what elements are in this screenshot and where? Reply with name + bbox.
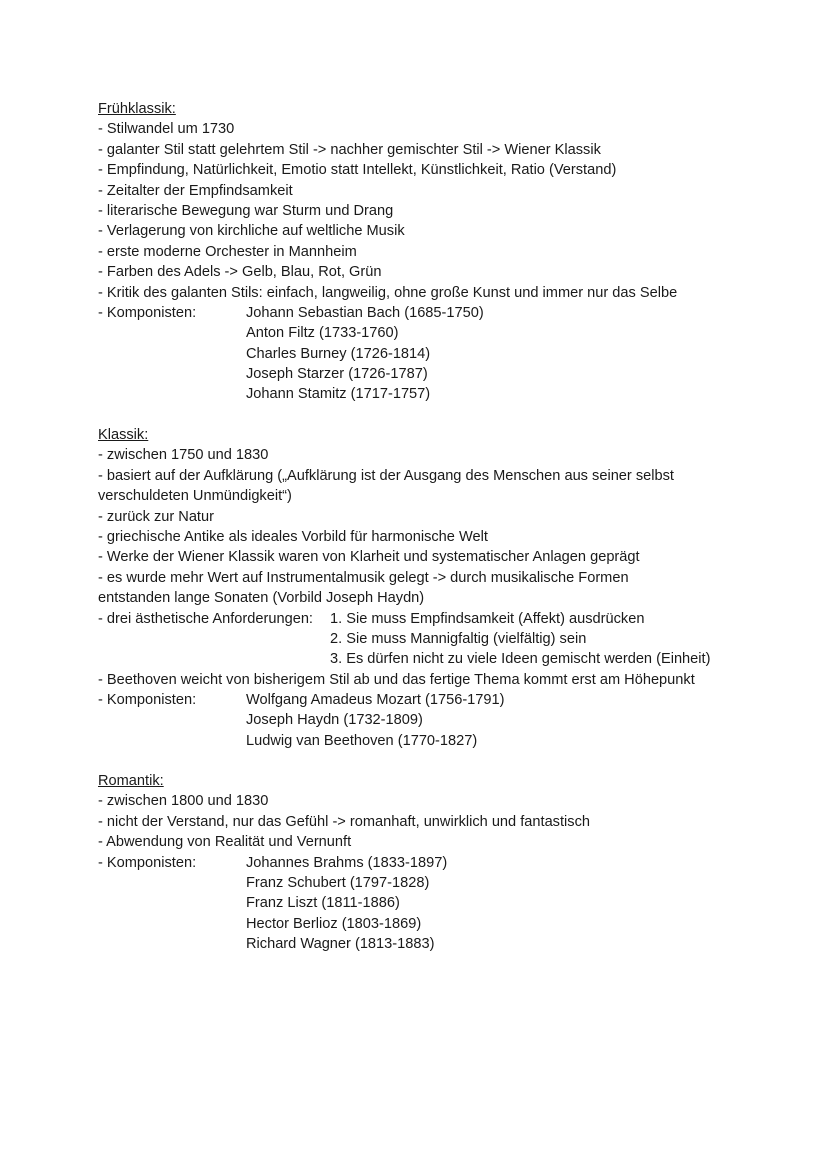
bullet-line: - zwischen 1800 und 1830 [98, 793, 269, 810]
bullet-line: entstanden lange Sonaten (Vorbild Joseph Haydn) [98, 590, 425, 607]
bullet-line: verschuldeten Unmündigkeit“) [98, 488, 292, 505]
bullet-line: - Farben des Adels -> Gelb, Blau, Rot, Grün [98, 264, 382, 281]
composer-item: Hector Berlioz (1803-1869) [246, 915, 422, 932]
bullet-line: - Zeitalter der Empfindsamkeit [98, 182, 293, 199]
composer-item: Franz Liszt (1811-1886) [246, 895, 400, 912]
bullet-line: - Werke der Wiener Klassik waren von Klarheit und systematischer Anlagen geprägt [98, 549, 640, 566]
requirement-item: 2. Sie muss Mannigfaltig (vielfältig) sein [330, 630, 587, 647]
bullet-line: - erste moderne Orchester in Mannheim [98, 243, 357, 260]
section-klassik [98, 425, 758, 751]
bullet-line: - zurück zur Natur [98, 508, 214, 525]
composer-item: Anton Filtz (1733-1760) [246, 325, 399, 342]
bullet-line: - basiert auf der Aufklärung („Aufklärung ist der Ausgang des Menschen aus seiner selbst [98, 467, 674, 484]
bullet-line: - Kritik des galanten Stils: einfach, langweilig, ohne große Kunst und immer nur das Selbe [98, 284, 678, 301]
bullet-line: - Verlagerung von kirchliche auf weltliche Musik [98, 223, 405, 240]
bullet-line: - es wurde mehr Wert auf Instrumentalmusik gelegt -> durch musikalische Formen [98, 569, 629, 586]
section-romantik [98, 771, 758, 955]
bullet-line: - zwischen 1750 und 1830 [98, 447, 269, 464]
composers-block [98, 303, 758, 405]
section-fruehklassik [98, 99, 758, 405]
bullet-line: - Abwendung von Realität und Vernunft [98, 834, 352, 851]
requirements-label: - drei ästhetische Anforderungen: [98, 610, 313, 627]
composers-label: - Komponisten: [98, 854, 197, 871]
composer-item: Johann Stamitz (1717-1757) [246, 386, 431, 403]
section-heading: Frühklassik: [98, 101, 176, 117]
composer-item: Wolfgang Amadeus Mozart (1756-1791) [246, 692, 505, 709]
requirements-block [98, 609, 758, 670]
composer-item: Joseph Starzer (1726-1787) [246, 366, 428, 383]
composer-item: Joseph Haydn (1732-1809) [246, 712, 423, 729]
composers-label: - Komponisten: [98, 304, 197, 321]
composers-label: - Komponisten: [98, 692, 197, 709]
composer-item: Richard Wagner (1813-1883) [246, 936, 435, 953]
bullet-line: - Stilwandel um 1730 [98, 121, 235, 138]
composer-list [246, 690, 505, 751]
composer-list [246, 303, 484, 405]
composer-item: Johann Sebastian Bach (1685-1750) [246, 304, 484, 321]
requirement-item: 1. Sie muss Empfindsamkeit (Affekt) ausdrücken [330, 610, 645, 627]
composers-block [98, 690, 758, 751]
bullet-line: - Beethoven weicht von bisherigem Stil ab und das fertige Thema kommt erst am Höhepunkt [98, 671, 695, 688]
bullet-line: - nicht der Verstand, nur das Gefühl -> romanhaft, unwirklich und fantastisch [98, 813, 590, 830]
bullet-line: - galanter Stil statt gelehrtem Stil -> nachher gemischter Stil -> Wiener Klassik [98, 141, 601, 158]
bullet-line: - Empfindung, Natürlichkeit, Emotio statt Intellekt, Künstlichkeit, Ratio (Verstand) [98, 162, 617, 179]
composer-item: Charles Burney (1726-1814) [246, 345, 431, 362]
composers-block [98, 853, 758, 955]
composer-list [246, 853, 447, 955]
requirement-item: 3. Es dürfen nicht zu viele Ideen gemischt werden (Einheit) [330, 651, 711, 668]
bullet-line: - literarische Bewegung war Sturm und Drang [98, 202, 394, 219]
composer-item: Johannes Brahms (1833-1897) [246, 854, 448, 871]
composer-item: Ludwig van Beethoven (1770-1827) [246, 732, 478, 749]
section-heading: Romantik: [98, 773, 164, 789]
section-heading: Klassik: [98, 427, 149, 443]
requirements-list [330, 609, 710, 670]
bullet-line: - griechische Antike als ideales Vorbild für harmonische Welt [98, 528, 488, 545]
composer-item: Franz Schubert (1797-1828) [246, 874, 430, 891]
